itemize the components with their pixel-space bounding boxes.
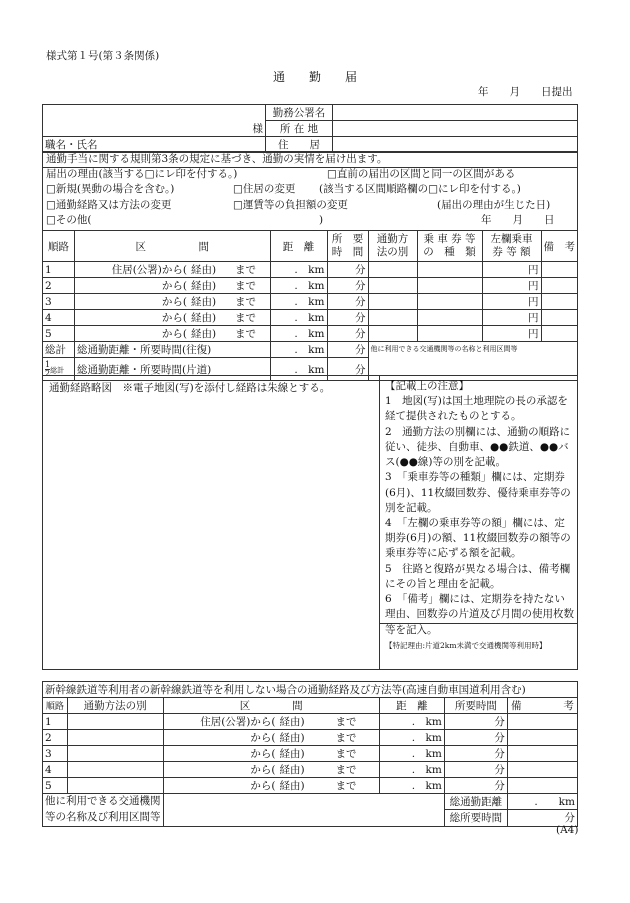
route-header-amount: 左欄乗車 券 等 額 <box>482 231 541 262</box>
table-row: 5 から( 経由) まで . km 分 <box>43 778 578 794</box>
note-item: 2 通勤方法の別欄には、通勤の順路に従い、徒歩、自動車、●●鉄道、●●バス(●●線)等の別を記載。 <box>385 425 571 469</box>
residence-label: 住 居 <box>266 137 333 153</box>
notes-heading: 【記載上の注意】 <box>385 380 469 392</box>
table-row: 3 から( 経由) まで . km 分 円 <box>43 294 578 310</box>
reasons-heading: 届出の理由(該当する□にレ印を付する。) <box>46 168 238 180</box>
total-desc: 総通勤距離・所要時間(往復) <box>75 342 271 358</box>
total-time-label: 総所要時間 <box>444 810 507 826</box>
route-header-distance: 距 離 <box>270 231 327 262</box>
map-label: 通勤経路略図 ※電子地図(写)を添付し経路は朱線とする。 <box>49 382 331 394</box>
table-row: 4 から( 経由) まで . km 分 <box>43 762 578 778</box>
note-item: 5 往路と復路が異なる場合は、備考欄にその旨と理由を記載。 <box>385 562 571 590</box>
declaration-row <box>42 151 578 168</box>
total-distance-label: 総通勤距離 <box>444 794 507 810</box>
route-table <box>42 230 578 381</box>
reasons-box <box>42 167 578 231</box>
form-title: 通 勤 届 <box>272 70 357 84</box>
note-item: 4 「左欄の乗車券等の額」欄には、定期券(6月)の額、11枚綴回数券の額等の乗車券等に応ずる額を記載。 <box>385 516 571 560</box>
same-section-note: (該当する区間順路欄の□にレ印を付する。) <box>319 183 521 195</box>
note-item: 3 「乗車券等の種類」欄には、定期券(6月)、11枚綴回数券、優待乗車券等の別を記載。 <box>385 471 571 514</box>
route-header-method: 通勤方 法の別 <box>368 231 417 262</box>
office-field[interactable] <box>333 105 578 121</box>
shinkansen-table <box>42 681 578 827</box>
table-row: 1 住居(公署)から( 経由) まで . km 分 <box>43 714 578 730</box>
declaration-text: 通勤手当に関する規則第3条の規定に基づき、通勤の実情を届け出ます。 <box>46 153 388 165</box>
half-total-desc: 総通勤距離・所要時間(片道) <box>75 358 271 381</box>
divider <box>379 376 380 669</box>
notes-section <box>385 379 575 652</box>
route-header-time: 所 要 時 間 <box>327 231 368 262</box>
shinkansen-header-time: 所要時間 <box>444 698 507 714</box>
shinkansen-header-method: 通勤方法の別 <box>67 698 163 714</box>
shinkansen-heading: 新幹線鉄道等利用者の新幹線鉄道等を利用しない場合の通勤経路及び方法等(高速自動車国道利用含む) <box>43 682 578 698</box>
reason-new-checkbox[interactable]: □新規(異動の場合を含む。) <box>46 183 175 195</box>
reason-other-close: ) <box>319 214 324 226</box>
map-notes-box <box>42 375 578 670</box>
identity-table <box>42 104 578 153</box>
reason-date-label: (届出の理由が生じた日) <box>437 199 551 211</box>
reason-residence-checkbox[interactable]: □住居の変更 <box>233 183 296 195</box>
table-row: 1 住居(公署)から( 経由) まで . km 分 円 <box>43 262 578 278</box>
shinkansen-header-order: 順路 <box>43 698 68 714</box>
total-row: 総計 総通勤距離・所要時間(往復) . km 分 他に利用できる交通機関等の名称と利用区間等 <box>43 342 578 358</box>
reason-date: 年 月 日 <box>481 214 555 226</box>
shinkansen-other-label: 他に利用できる交通機関 等の名称及び利用区間等 <box>43 794 164 827</box>
office-label: 勤務公署名 <box>266 105 333 121</box>
total-time-value: 分 <box>507 810 577 826</box>
divider <box>380 623 577 624</box>
special-note: 【特記理由:片道2km未満で交通機関等利用時】 <box>385 640 547 650</box>
other-transport-label: 他に利用できる交通機関等の名称と利用区間等 <box>370 345 518 353</box>
position-name-label: 職名・氏名 <box>43 137 266 153</box>
half-total-label: $\frac{1}{2}$総計 <box>43 358 75 381</box>
half-total-row: $\frac{1}{2}$総計 総通勤距離・所要時間(片道) . km 分 <box>43 358 578 381</box>
table-row: 5 から( 経由) まで . km 分 円 <box>43 326 578 342</box>
shinkansen-header-distance: 距 離 <box>379 698 444 714</box>
route-header-ticket: 乗 車 券 等 の 種 類 <box>417 231 482 262</box>
total-distance-value: . km <box>507 794 577 810</box>
table-row: 3 から( 経由) まで . km 分 <box>43 746 578 762</box>
reason-fare-checkbox[interactable]: □運賃等の負担額の変更 <box>233 199 348 211</box>
shinkansen-header-remarks: 備 考 <box>507 698 577 714</box>
table-row: 2 から( 経由) まで . km 分 円 <box>43 278 578 294</box>
note-item: 6 「備考」欄には、定期券を持たない理由、回数券の片道及び月間の使用枚数等を記入。 <box>385 593 574 636</box>
route-header-remarks: 備 考 <box>541 231 578 262</box>
shinkansen-other-field[interactable] <box>163 794 444 827</box>
location-field[interactable] <box>333 121 578 137</box>
same-section-checkbox[interactable]: □直前の届出の区間と同一の区間がある <box>327 168 516 180</box>
total-label: 総計 <box>43 342 75 358</box>
route-header-section: 区 間 <box>75 231 271 262</box>
form-number: 様式第１号(第３条関係) <box>46 50 160 62</box>
shinkansen-header-section: 区 間 <box>163 698 379 714</box>
table-row: 2 から( 経由) まで . km 分 <box>43 730 578 746</box>
note-item: 1 地図(写)は国土地理院の長の承認を経て提供されたものとする。 <box>385 395 568 423</box>
route-header-order: 順路 <box>43 231 75 262</box>
paper-size: (A4) <box>556 824 579 836</box>
reason-route-checkbox[interactable]: □通勤経路又は方法の変更 <box>46 199 172 211</box>
location-label: 所 在 地 <box>266 121 333 137</box>
sama-label: 様 <box>43 121 266 137</box>
table-row: 4 から( 経由) まで . km 分 円 <box>43 310 578 326</box>
reason-other-checkbox[interactable]: □その他( <box>46 214 92 226</box>
submission-date: 年 月 日提出 <box>478 86 573 98</box>
